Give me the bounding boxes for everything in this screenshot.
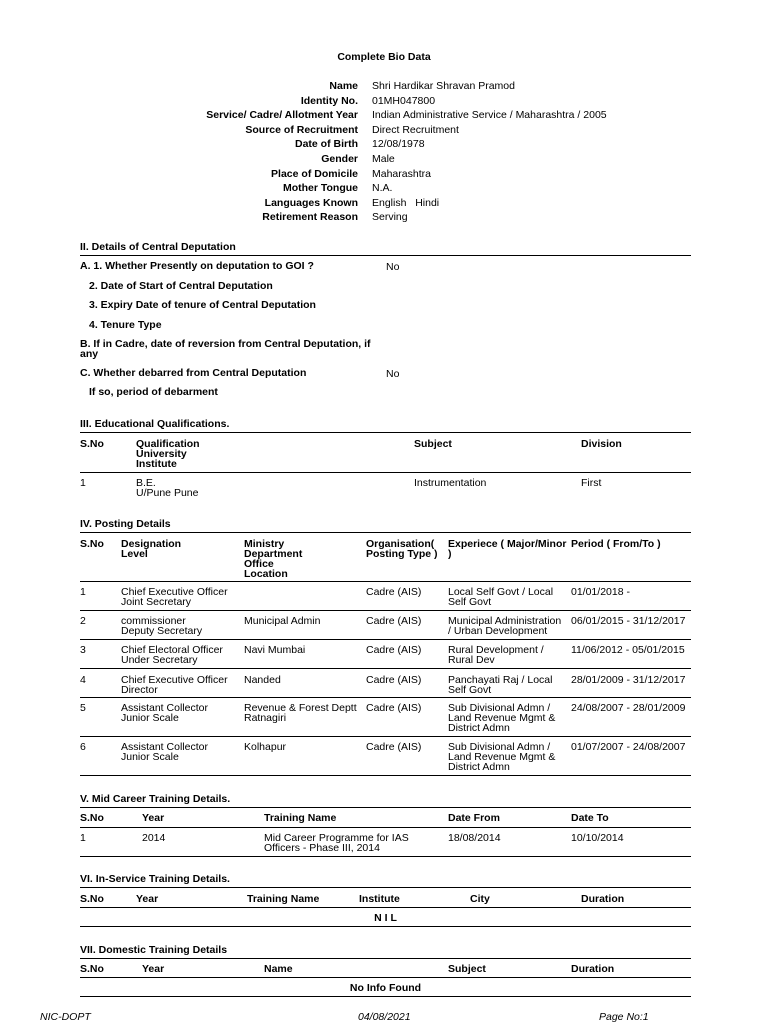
- divider: [80, 639, 691, 640]
- bio-value: 01MH047800: [372, 94, 436, 107]
- posting-cell: commissioner Deputy Secretary: [121, 615, 203, 637]
- posting-cell: 01/07/2007 - 24/08/2007: [571, 741, 686, 753]
- posting-cell: 4: [80, 674, 86, 686]
- posting-cell: Chief Executive Officer Director: [121, 674, 228, 696]
- posting-header: Ministry Department Office Location: [244, 538, 303, 580]
- divider: [80, 977, 691, 978]
- posting-cell: Cadre (AIS): [366, 615, 422, 627]
- posting-cell: Sub Divisional Admn / Land Revenue Mgmt & District Admn: [448, 741, 556, 773]
- divider: [80, 827, 691, 828]
- bio-label: Retirement Reason: [262, 211, 358, 224]
- divider: [80, 926, 691, 927]
- page-title: Complete Bio Data: [337, 51, 431, 63]
- deputation-question: 2. Date of Start of Central Deputation: [89, 280, 273, 292]
- midcareer-header: Date To: [571, 812, 609, 824]
- posting-cell: Navi Mumbai: [244, 644, 306, 656]
- posting-cell: Cadre (AIS): [366, 674, 422, 686]
- education-header: Subject: [414, 438, 452, 450]
- education-cell: 1: [80, 477, 86, 489]
- divider: [80, 668, 691, 669]
- bio-value: Maharashtra: [372, 167, 431, 180]
- section-title-posting: IV. Posting Details: [80, 518, 171, 530]
- divider: [80, 432, 691, 433]
- divider: [80, 532, 691, 533]
- divider: [80, 581, 691, 582]
- deputation-question: any: [80, 348, 99, 360]
- bio-row-identity: [80, 95, 690, 110]
- posting-cell: Nanded: [244, 674, 281, 686]
- divider: [80, 697, 691, 698]
- bio-label: Languages Known: [264, 196, 358, 209]
- bio-label: Mother Tongue: [282, 182, 358, 195]
- footer-page-number: Page No:1: [599, 1011, 649, 1023]
- bio-label: Gender: [321, 152, 358, 165]
- education-header: Qualification University Institute: [136, 438, 200, 470]
- posting-cell: 11/06/2012 - 05/01/2015: [571, 644, 685, 656]
- midcareer-cell: 10/10/2014: [571, 832, 624, 844]
- midcareer-cell: 2014: [142, 832, 166, 844]
- education-header: S.No: [80, 438, 104, 450]
- divider: [80, 996, 691, 997]
- posting-cell: 3: [80, 644, 86, 656]
- bio-row-dob: [80, 138, 690, 153]
- posting-header: Designation Level: [121, 538, 182, 560]
- domestic-header: Name: [264, 963, 293, 975]
- divider: [80, 907, 691, 908]
- domestic-header: S.No: [80, 963, 104, 975]
- bio-value: N.A.: [372, 182, 393, 195]
- deputation-question: 4. Tenure Type: [89, 319, 162, 331]
- bio-label: Place of Domicile: [271, 167, 358, 180]
- education-cell: Instrumentation: [414, 477, 487, 489]
- posting-cell: 28/01/2009 - 31/12/2017: [571, 674, 686, 686]
- posting-cell: 06/01/2015 - 31/12/2017: [571, 615, 686, 627]
- bio-data-block: [80, 80, 690, 226]
- education-cell: First: [581, 477, 602, 489]
- footer-source: NIC-DOPT: [40, 1011, 91, 1023]
- divider: [80, 775, 691, 776]
- posting-cell: Local Self Govt / Local Self Govt: [448, 586, 554, 608]
- bio-label: Identity No.: [300, 94, 358, 107]
- bio-value: Shri Hardikar Shravan Pramod: [372, 80, 515, 92]
- midcareer-header: Year: [142, 812, 165, 824]
- posting-cell: Municipal Admin: [244, 615, 321, 627]
- posting-header: Organisation( Posting Type ): [366, 538, 438, 560]
- posting-cell: Chief Electoral Officer Under Secretary: [121, 644, 223, 666]
- bio-row-service: [80, 109, 690, 124]
- domestic-header: Subject: [448, 963, 486, 975]
- posting-header: Experiece ( Major/Minor ): [448, 538, 567, 560]
- posting-cell: Assistant Collector Junior Scale: [121, 741, 208, 763]
- deputation-question: 3. Expiry Date of tenure of Central Deputation: [89, 299, 316, 311]
- posting-cell: 24/08/2007 - 28/01/2009: [571, 702, 686, 714]
- education-cell: B.E. U/Pune Pune: [136, 477, 199, 499]
- inservice-header: Year: [136, 893, 159, 905]
- inservice-empty-text: N I L: [374, 912, 397, 924]
- deputation-answer: No: [386, 261, 400, 273]
- posting-cell: Assistant Collector Junior Scale: [121, 702, 208, 724]
- section-title-inservice: VI. In-Service Training Details.: [80, 873, 230, 885]
- posting-cell: Cadre (AIS): [366, 644, 422, 656]
- posting-cell: Cadre (AIS): [366, 702, 422, 714]
- inservice-header: S.No: [80, 893, 104, 905]
- posting-cell: Cadre (AIS): [366, 586, 422, 598]
- inservice-header: Duration: [581, 893, 625, 905]
- section-title-education: III. Educational Qualifications.: [80, 418, 230, 430]
- section-title-midcareer: V. Mid Career Training Details.: [80, 793, 231, 805]
- bio-value: Male: [372, 152, 395, 165]
- bio-label: Name: [329, 80, 358, 92]
- bio-row-domicile: [80, 168, 690, 183]
- bio-row-gender: [80, 153, 690, 168]
- midcareer-cell: 1: [80, 832, 86, 844]
- bio-row-name: [80, 80, 690, 95]
- divider: [80, 736, 691, 737]
- footer-date: 04/08/2021: [358, 1011, 411, 1023]
- bio-value: English Hindi: [372, 196, 440, 209]
- posting-cell: 01/01/2018 -: [571, 586, 630, 598]
- section-title-deputation: II. Details of Central Deputation: [80, 241, 236, 253]
- domestic-header: Year: [142, 963, 165, 975]
- posting-cell: Municipal Administration / Urban Development: [448, 615, 562, 637]
- divider: [80, 887, 691, 888]
- posting-cell: Cadre (AIS): [366, 741, 422, 753]
- divider: [80, 807, 691, 808]
- bio-value: Direct Recruitment: [372, 123, 459, 136]
- bio-row-retirement: [80, 211, 690, 226]
- midcareer-header: Training Name: [264, 812, 337, 824]
- inservice-header: Institute: [359, 893, 400, 905]
- posting-cell: 2: [80, 615, 86, 627]
- bio-value: Indian Administrative Service / Maharashtra / 2005: [372, 109, 607, 122]
- bio-row-recruitment: [80, 124, 690, 139]
- posting-cell: 6: [80, 741, 86, 753]
- bio-label: Date of Birth: [295, 138, 358, 151]
- posting-cell: 1: [80, 586, 86, 598]
- deputation-answer: No: [386, 368, 400, 380]
- midcareer-cell: 18/08/2014: [448, 832, 501, 844]
- posting-cell: Chief Executive Officer Joint Secretary: [121, 586, 228, 608]
- posting-cell: Kolhapur: [244, 741, 287, 753]
- inservice-header: City: [470, 893, 490, 905]
- divider: [80, 255, 691, 256]
- bio-label: Source of Recruitment: [245, 123, 358, 136]
- education-header: Division: [581, 438, 622, 450]
- midcareer-header: S.No: [80, 812, 104, 824]
- section-title-domestic: VII. Domestic Training Details: [80, 944, 228, 956]
- inservice-header: Training Name: [247, 893, 320, 905]
- posting-cell: Rural Development / Rural Dev: [448, 644, 544, 666]
- deputation-question: C. Whether debarred from Central Deputation: [80, 367, 307, 379]
- posting-cell: Sub Divisional Admn / Land Revenue Mgmt & District Admn: [448, 702, 556, 734]
- posting-cell: 5: [80, 702, 86, 714]
- deputation-question: If so, period of debarment: [89, 386, 218, 398]
- posting-cell: Revenue & Forest Deptt Ratnagiri: [244, 702, 357, 724]
- divider: [80, 610, 691, 611]
- bio-label: Service/ Cadre/ Allotment Year: [206, 109, 358, 122]
- midcareer-cell: Mid Career Programme for IAS Officers - Phase III, 2014: [264, 832, 409, 854]
- divider: [80, 958, 691, 959]
- divider: [80, 472, 691, 473]
- bio-row-mother-tongue: [80, 182, 690, 197]
- domestic-header: Duration: [571, 963, 615, 975]
- deputation-question: A. 1. Whether Presently on deputation to GOI ?: [80, 260, 314, 272]
- bio-row-languages: [80, 197, 690, 212]
- posting-header: Period ( From/To ): [571, 538, 661, 550]
- divider: [80, 856, 691, 857]
- midcareer-header: Date From: [448, 812, 500, 824]
- domestic-empty-text: No Info Found: [349, 982, 422, 994]
- posting-cell: Panchayati Raj / Local Self Govt: [448, 674, 553, 696]
- deputation-question: B. If in Cadre, date of reversion from Central Deputation, if: [80, 338, 371, 350]
- bio-value: Serving: [372, 211, 408, 224]
- posting-header: S.No: [80, 538, 104, 550]
- bio-value: 12/08/1978: [372, 138, 425, 151]
